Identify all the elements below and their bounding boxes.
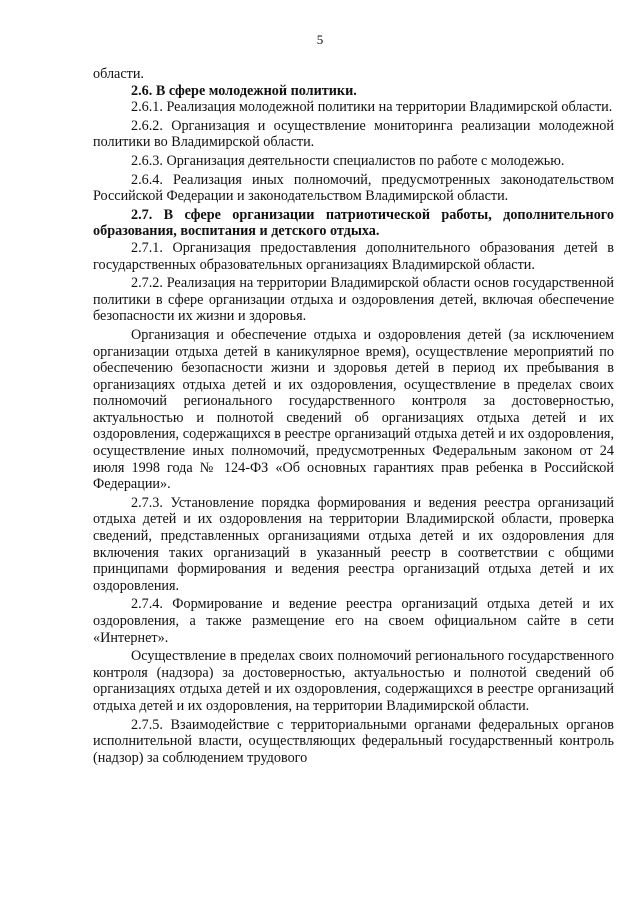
paragraph-2-6-1: 2.6.1. Реализация молодежной политики на территории Владимирской области.	[131, 99, 613, 116]
section-heading-2-7: 2.7. В сфере организации патриотической работы, дополнительного образования, воспитания и детского отдыха.	[93, 206, 614, 240]
paragraph-2-6-2: 2.6.2. Организация и осуществление мониторинга реализации молодежной политики во Владимирской области.	[93, 117, 614, 151]
paragraph-2-7-4: 2.7.4. Формирование и ведение реестра организаций отдыха детей и их оздоровления, а также размещение его на своем официальном сайте в сети «Интернет».	[93, 596, 614, 646]
paragraph-2-7-5: 2.7.5. Взаимодействие с территориальными органами федеральных органов исполнительной власти, осуществляющих федеральный государственный контроль (надзор) за соблюдением трудового	[93, 716, 614, 766]
document-body	[93, 66, 614, 766]
paragraph-2-7-2: 2.7.2. Реализация на территории Владимирской области основ государственной политики в сфере организации отдыха и оздоровления детей, включая обеспечение безопасности их жизни и здоровья.	[93, 275, 614, 325]
paragraph-2-6-4: 2.6.4. Реализация иных полномочий, предусмотренных законодательством Российской Федерации и законодательством Владимирской области.	[93, 171, 614, 205]
paragraph-2-7-1: 2.7.1. Организация предоставления дополнительного образования детей в государственных образовательных организациях Владимирской области.	[93, 239, 614, 273]
paragraph-2-7-3: 2.7.3. Установление порядка формирования и ведения реестра организаций отдыха детей и их оздоровления на территории Владимирской области, проверка сведений, представленных организациями отдыха детей и их оздоровления для включения таких организаций в указанный реестр в соответствии с общими принципами формирования и ведения реестра организаций отдыха детей и их оздоровления.	[93, 494, 614, 594]
page-number: 5	[316, 32, 324, 47]
paragraph-2-7-4-control: Осуществление в пределах своих полномочий регионального государственного контроля (надзора) за достоверностью, актуальностью и полнотой сведений об организациях отдыха детей и их оздоровления, содержащихся в реестре организаций отдыха детей и их оздоровления, на территории Владимирской области.	[93, 648, 614, 714]
section-heading-2-6: 2.6. В сфере молодежной политики.	[131, 82, 357, 99]
paragraph-continuation: области.	[93, 66, 144, 82]
paragraph-2-7-2-recreation: Организация и обеспечение отдыха и оздоровления детей (за исключением организации отдыха детей в каникулярное время), осуществление мероприятий по обеспечению безопасности жизни и здоровья детей в период их пребывания в организациях отдыха детей и их оздоровления, осуществление в пределах своих полномочий регионального государственного контроля за достоверностью, актуальностью и полнотой сведений об организациях отдыха детей и их оздоровления, содержащихся в реестре организаций отдыха детей и их оздоровления, осуществление иных полномочий, предусмотренных Федеральным законом от 24 июля 1998 года № 124-ФЗ «Об основных гарантиях прав ребенка в Российской Федерации».	[93, 326, 614, 493]
paragraph-2-6-3: 2.6.3. Организация деятельности специалистов по работе с молодежью.	[131, 152, 565, 169]
